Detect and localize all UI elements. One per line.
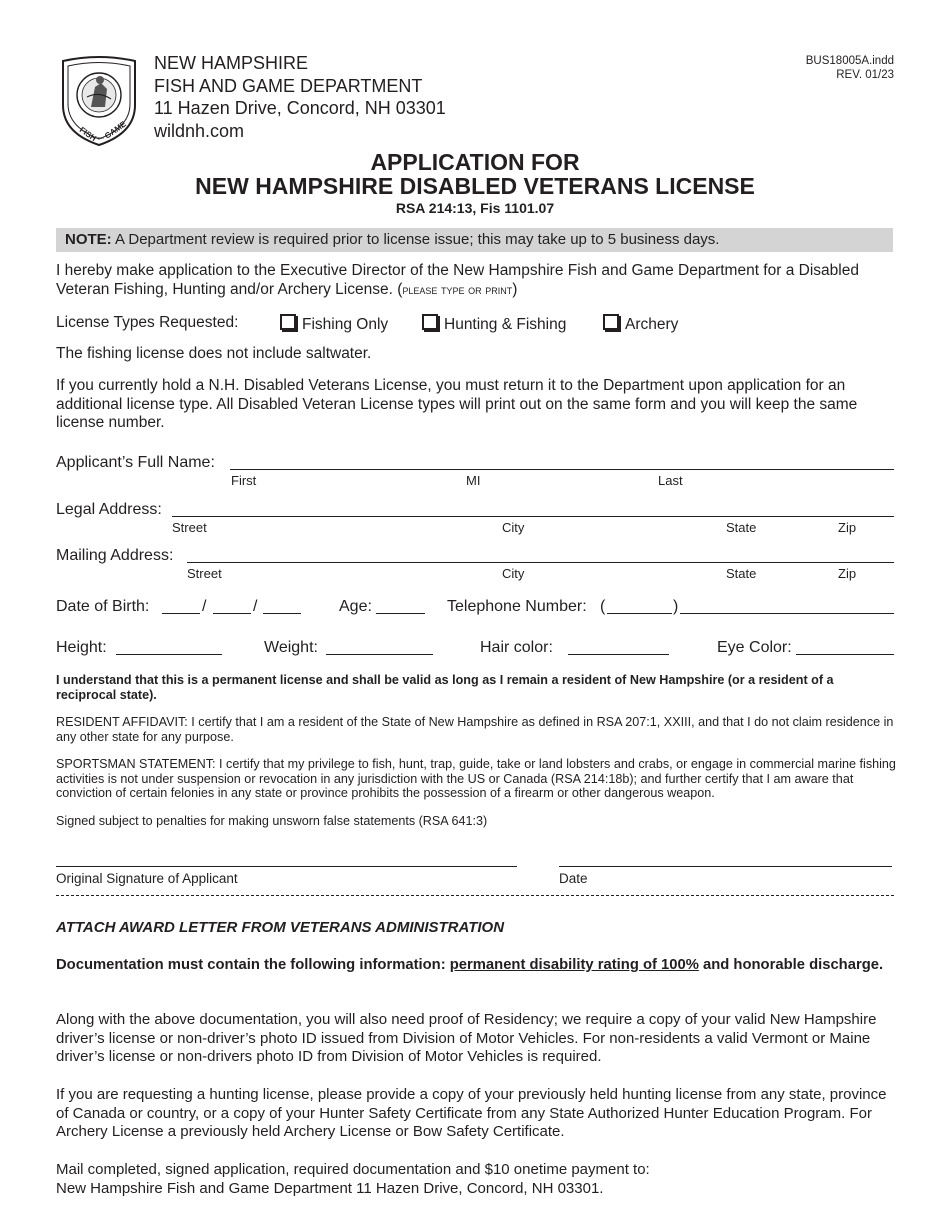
dob-year-line[interactable] [263, 613, 301, 614]
age-label: Age: [339, 598, 372, 615]
hair-label: Hair color: [480, 639, 553, 656]
checkbox-hunting-fishing[interactable] [422, 314, 438, 330]
saltwater-note: The fishing license does not include saltwater. [56, 345, 372, 362]
weight-input-line[interactable] [326, 654, 433, 655]
return-note: If you currently hold a N.H. Disabled Veterans License, you must return it to the Department upon application for an additional license type. All Disabled Veteran License types will print out on the same form and you will keep the same license number. [56, 377, 858, 431]
attach-heading: ATTACH AWARD LETTER FROM VETERANS ADMINISTRATION [56, 919, 505, 936]
resident-affidavit: RESIDENT AFFIDAVIT: I certify that I am a resident of the State of New Hampshire as defined in RSA 207:1, XXIII, and that I do not claim residence in any other state for any purpose. [56, 715, 894, 744]
phone-paren-open: ( [600, 598, 606, 615]
documentation-requirements [56, 956, 896, 975]
document-id [806, 54, 894, 82]
name-input-line[interactable] [230, 469, 894, 470]
option-archery[interactable] [603, 314, 678, 334]
hair-input-line[interactable] [568, 654, 669, 655]
eye-label: Eye Color: [717, 639, 792, 656]
signature-label: Original Signature of Applicant [56, 871, 238, 886]
mailing-sub-street: Street [187, 566, 222, 581]
intro-smallcaps: please type or print [402, 281, 513, 297]
documentation-underlined: permanent disability rating of 100% [449, 957, 699, 973]
fish-and-game-logo [57, 55, 141, 147]
name-sub-mi: MI [466, 473, 481, 488]
intro-text: I hereby make application to the Executive Director of the New Hampshire Fish and Game Department for a Disabled Veteran Fishing, Hunting and/or Archery License. ( [56, 262, 859, 298]
agency-website: wildnh.com [154, 120, 245, 141]
agency-department: FISH AND GAME DEPARTMENT [154, 75, 423, 96]
date-line[interactable] [559, 866, 892, 867]
note-banner [56, 228, 893, 252]
agency-address: 11 Hazen Drive, Concord, NH 03301 [154, 98, 446, 118]
name-sub-first: First [231, 473, 257, 488]
mailing-sub-city: City [502, 566, 525, 581]
residency-paragraph: Along with the above documentation, you will also need proof of Residency; we require a copy of your valid New Hampshire driver’s license or non-driver’s photo ID issued from Division of Motor Vehicles. For non-residents a valid Vermont or Maine driver’s license or non-drivers photo ID from Division of Motor Vehicles is required. [56, 1011, 877, 1065]
intro-close: ) [512, 280, 518, 298]
eye-input-line[interactable] [796, 654, 894, 655]
documentation-tail: and honorable discharge. [698, 957, 884, 973]
option-archery-label: Archery [625, 316, 679, 333]
cut-line-divider [56, 895, 894, 896]
name-label: Applicant’s Full Name: [56, 454, 215, 471]
mail-line-1: Mail completed, signed application, required documentation and $10 onetime payment to: [56, 1161, 650, 1178]
dob-day-line[interactable] [213, 613, 251, 614]
checkbox-archery[interactable] [603, 314, 619, 330]
phone-label: Telephone Number: [447, 598, 587, 615]
legal-sub-zip: Zip [838, 520, 857, 535]
dob-sep-2: / [253, 598, 258, 615]
option-fishing-only[interactable] [280, 314, 388, 334]
dob-label: Date of Birth: [56, 598, 150, 615]
title-line-2: NEW HAMPSHIRE DISABLED VETERANS LICENSE [195, 173, 755, 199]
title-statute: RSA 214:13, Fis 1101.07 [395, 200, 555, 216]
title-line-1: APPLICATION FOR [370, 149, 580, 175]
checkbox-fishing-only[interactable] [280, 314, 296, 330]
date-label: Date [559, 871, 588, 886]
logo-text-and: and [97, 135, 104, 140]
height-input-line[interactable] [116, 654, 222, 655]
mail-instructions [56, 1161, 896, 1198]
logo-text-game: GAME [102, 119, 128, 141]
signature-line[interactable] [56, 866, 517, 867]
mailing-address-label: Mailing Address: [56, 547, 174, 564]
legal-sub-city: City [502, 520, 525, 535]
name-sub-last: Last [658, 473, 683, 488]
option-hunting-fishing-label: Hunting & Fishing [444, 316, 567, 333]
phone-paren-close: ) [673, 598, 679, 615]
age-input-line[interactable] [376, 613, 425, 614]
note-text: A Department review is required prior to license issue; this may take up to 5 business days. [111, 231, 720, 248]
weight-label: Weight: [264, 639, 318, 656]
dob-sep-1: / [202, 598, 207, 615]
mailing-sub-zip: Zip [838, 566, 857, 581]
penalty-statement: Signed subject to penalties for making unsworn false statements (RSA 641:3) [56, 814, 488, 828]
sportsman-statement: SPORTSMAN STATEMENT: I certify that my privilege to fish, hunt, trap, guide, take or land lobsters and crabs, or engage in commercial marine fishing activities is not under suspension or revocation in any jurisdiction with the US or Canada (RSA 214:18b); and further certify that I am aware that conviction of certain felonies in any state or province prohibits the possession of a firearm or other dangerous weapon. [56, 757, 896, 800]
agency-block [154, 52, 446, 142]
legal-sub-state: State [726, 520, 757, 535]
mailing-address-input-line[interactable] [187, 562, 894, 563]
option-hunting-fishing[interactable] [422, 314, 566, 334]
documentation-lead: Documentation must contain the following information: [56, 957, 450, 973]
legal-address-label: Legal Address: [56, 501, 162, 518]
note-label: NOTE: [65, 231, 112, 248]
phone-number-line[interactable] [680, 613, 894, 614]
doc-file: BUS18005A.indd [805, 55, 894, 67]
dob-month-line[interactable] [162, 613, 200, 614]
doc-revision: REV. 01/23 [836, 69, 894, 81]
phone-area-line[interactable] [607, 613, 672, 614]
option-fishing-only-label: Fishing Only [302, 316, 389, 333]
license-types-label: License Types Requested: [56, 314, 239, 331]
mail-line-2: New Hampshire Fish and Game Department 11 Hazen Drive, Concord, NH 03301. [56, 1179, 604, 1197]
legal-sub-street: Street [172, 520, 207, 535]
agency-state: NEW HAMPSHIRE [154, 53, 309, 73]
hunting-paragraph: If you are requesting a hunting license, please provide a copy of your previously held hunting license from any state, province of Canada or country, or a copy of your Hunter Safety Certificate from any State Authorized Hunter Education Program. For Archery License a previously held Archery License or Bow Safety Certificate. [56, 1086, 887, 1140]
mailing-sub-state: State [726, 566, 757, 581]
permanent-statement: I understand that this is a permanent license and shall be valid as long as I remain a resident of New Hampshire (or a resident of a reciprocal state). [56, 673, 834, 702]
height-label: Height: [56, 639, 107, 656]
logo-text-fish: FISH [77, 125, 98, 144]
legal-address-input-line[interactable] [172, 516, 894, 517]
intro-paragraph [56, 262, 896, 299]
